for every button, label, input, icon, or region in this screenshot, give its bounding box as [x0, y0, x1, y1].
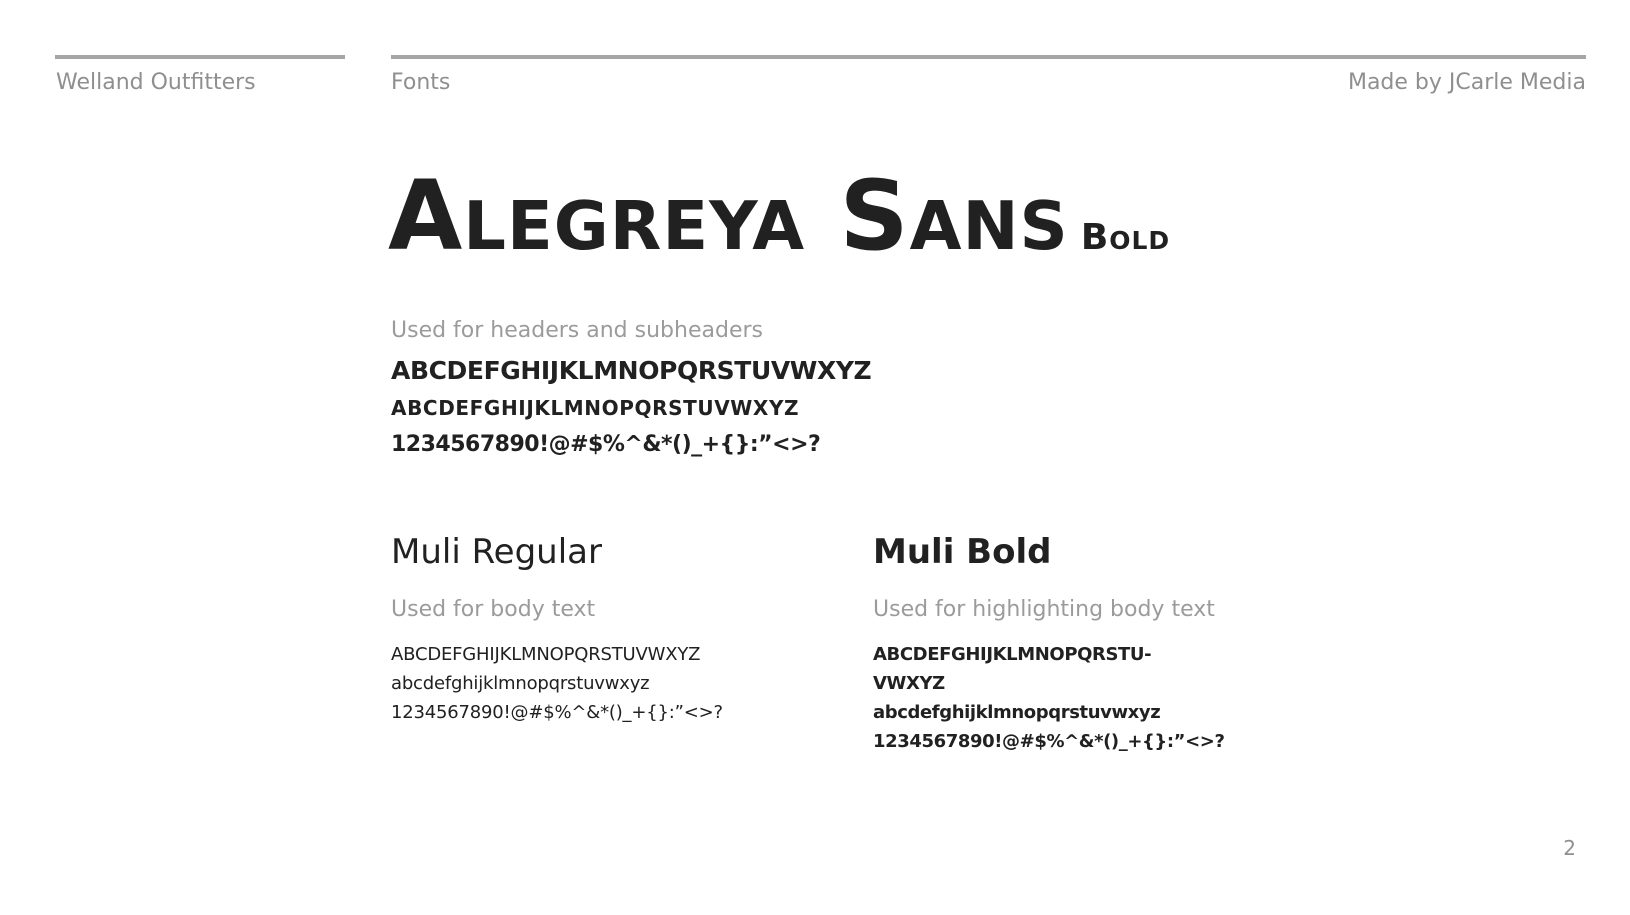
- headline-font-usage: Used for headers and subheaders: [391, 318, 763, 343]
- muli-regular-specimen: [391, 640, 723, 727]
- muli-regular-usage: Used for body text: [391, 597, 596, 622]
- headline-font-specimen: [391, 356, 871, 466]
- brand-name: Welland Outfitters: [56, 70, 256, 95]
- specimen-line: 1234567890!@#$%^&*()_+{}:”<>?: [873, 731, 1225, 752]
- muli-bold-specimen: [873, 640, 1225, 756]
- specimen-line: 1234567890!@#$%^&*()_+{}:”<>?: [391, 432, 821, 457]
- headline-font-name: Alegreya Sans: [388, 160, 1069, 272]
- specimen-line: 1234567890!@#$%^&*()_+{}:”<>?: [391, 702, 723, 723]
- headline-font-title: [388, 160, 1171, 272]
- muli-bold-usage: Used for highlighting body text: [873, 597, 1215, 622]
- page-number: 2: [1563, 836, 1576, 860]
- specimen-line: ABCDEFGHIJKLMNOPQRSTUVWXYZ: [391, 644, 701, 665]
- specimen-line: abcdefghijklmnopqrstuvwxyz: [873, 702, 1161, 723]
- specimen-line: ABCDEFGHIJKLMNOPQRSTUVWXYZ: [391, 396, 800, 420]
- specimen-line: ABCDEFGHIJKLMNOPQRSTU-: [873, 644, 1152, 665]
- headline-font-weight: Bold: [1080, 217, 1171, 258]
- header-rule-left: [55, 55, 345, 59]
- specimen-line: abcdefghijklmnopqrstuvwxyz: [391, 673, 650, 694]
- section-title: Fonts: [391, 70, 451, 95]
- specimen-line: VWXYZ: [873, 673, 945, 694]
- muli-regular-title: Muli Regular: [391, 532, 602, 572]
- credit-text: Made by JCarle Media: [1347, 70, 1586, 95]
- muli-bold-title: Muli Bold: [873, 532, 1052, 572]
- header-rule-right: [391, 55, 1586, 59]
- specimen-line: ABCDEFGHIJKLMNOPQRSTUVWXYZ: [391, 356, 872, 385]
